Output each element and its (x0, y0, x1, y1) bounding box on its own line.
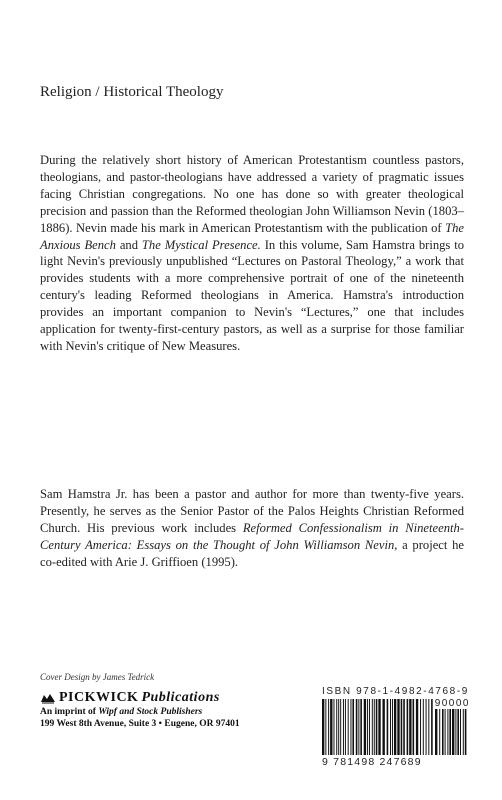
barcode-bar (358, 699, 359, 755)
publisher-imprint (40, 706, 300, 718)
publisher-name (40, 690, 300, 706)
barcode-bar (382, 699, 384, 755)
barcode-bar (364, 699, 366, 755)
barcode-bar (413, 699, 415, 755)
barcode-addon-number: 90000 (434, 698, 470, 709)
barcode-bar (416, 699, 418, 755)
barcode-bar (448, 709, 449, 755)
barcode-bar (340, 699, 341, 755)
barcode-bar (352, 699, 354, 755)
barcode (322, 698, 470, 755)
barcode-bar (333, 699, 334, 755)
barcode-bar (431, 699, 433, 755)
barcode-bar (401, 699, 403, 755)
barcode-number: 9 781498 247689 (322, 756, 422, 768)
book-description (40, 152, 464, 355)
barcode-bar (336, 699, 337, 755)
barcode-bar (397, 699, 399, 755)
barcode-bar (390, 699, 391, 755)
barcode-bar (409, 699, 411, 755)
publisher-block (40, 690, 300, 730)
barcode-bar (442, 709, 444, 755)
barcode-bar (435, 709, 437, 755)
barcode-bar (374, 699, 375, 755)
barcode-bar (392, 699, 393, 755)
barcode-bar (376, 699, 378, 755)
barcode-bar (394, 699, 396, 755)
barcode-bar (456, 709, 457, 755)
publisher-name-italic: Publications (141, 690, 220, 705)
barcode-bar (356, 699, 358, 755)
barcode-bar (325, 699, 326, 755)
paragraph-text: During the relatively short history of American Protestantism countless pastors, theologians, and pastor-theologians have addressed a variety of pragmatic issues facing Christian congregations. No one has done so with greater theological precision and passion than the Reformed theologian John Williamson Nevin (1803–1886). Nevin made his mark in American Protestantism with the publication of (40, 153, 464, 235)
category-label: Religion / Historical Theology (40, 84, 224, 100)
cover-design-credit: Cover Design by James Tedrick (40, 672, 155, 682)
barcode-bar (407, 699, 409, 755)
barcode-bar (450, 709, 452, 755)
italic-title-text: Reformed Confessionalism in Nineteenth-Century America: Essays on the Thought of John Williamson Nevin (40, 520, 464, 552)
barcode-addon (435, 698, 470, 755)
barcode-bar (387, 699, 389, 755)
barcode-bar (343, 699, 344, 755)
barcode-bar (403, 699, 405, 755)
barcode-bar (345, 699, 346, 755)
barcode-bar (372, 699, 373, 755)
barcode-bar (445, 709, 446, 755)
barcode-bar (360, 699, 362, 755)
barcode-bar (350, 699, 351, 755)
barcode-bar (330, 699, 332, 755)
paragraph-text: , a project he co-edited with Arie J. Griffioen (1995). (40, 537, 464, 569)
barcode-bar (338, 699, 339, 755)
barcode-bar (348, 699, 349, 755)
isbn-label: ISBN 978-1-4982-4768-9 (322, 686, 469, 697)
barcode-main-bars (322, 699, 433, 755)
publisher-address: 199 West 8th Avenue, Suite 3 • Eugene, OR 97401 (40, 719, 240, 729)
barcode-bar (328, 699, 329, 755)
paragraph-text: In this volume, Sam Hamstra brings to light Nevin's previously unpublished “Lectures on Pastoral Theology,” a work that provides students with a more comprehensive portrait of one of the nineteenth century's leading Reformed theologians in America. Hamstra's introduction provides an important companion to Nevin's “Lectures,” one that includes application for twenty-first-century pastors, as well as a surprise for those familiar with Nevin's critique of New Measures. (40, 237, 465, 353)
barcode-bar (367, 699, 368, 755)
barcode-addon-bars (435, 709, 469, 755)
barcode-bar (452, 709, 454, 755)
barcode-bar (423, 699, 424, 755)
barcode-bar (458, 709, 460, 755)
paragraph-text: Sam Hamstra Jr. has been a pastor and author for more than twenty-five years. Presently, he serves as the Senior Pastor of the Palos Heights Christian Reformed Church. His previous work includes (40, 487, 464, 535)
italic-title-text: The Anxious Bench (40, 220, 464, 252)
barcode-bar (428, 699, 429, 755)
barcode-bar (426, 699, 427, 755)
barcode-bar (378, 699, 380, 755)
italic-title-text: The Mystical Presence. (141, 237, 261, 252)
barcode-bar (460, 709, 461, 755)
publisher-name-caps: PICKWICK (59, 690, 139, 705)
barcode-bar (440, 709, 441, 755)
publisher-logo-icon (40, 692, 56, 704)
barcode-bar (465, 709, 467, 755)
paragraph-text: and (115, 237, 142, 252)
barcode-bar (322, 699, 324, 755)
isbn-barcode-block (322, 686, 470, 768)
author-bio (40, 486, 464, 571)
barcode-bar (463, 709, 464, 755)
barcode-bar (369, 699, 370, 755)
imprint-name: Wipf and Stock Publishers (98, 707, 203, 717)
imprint-prefix: An imprint of (40, 707, 99, 717)
barcode-bar (420, 699, 421, 755)
